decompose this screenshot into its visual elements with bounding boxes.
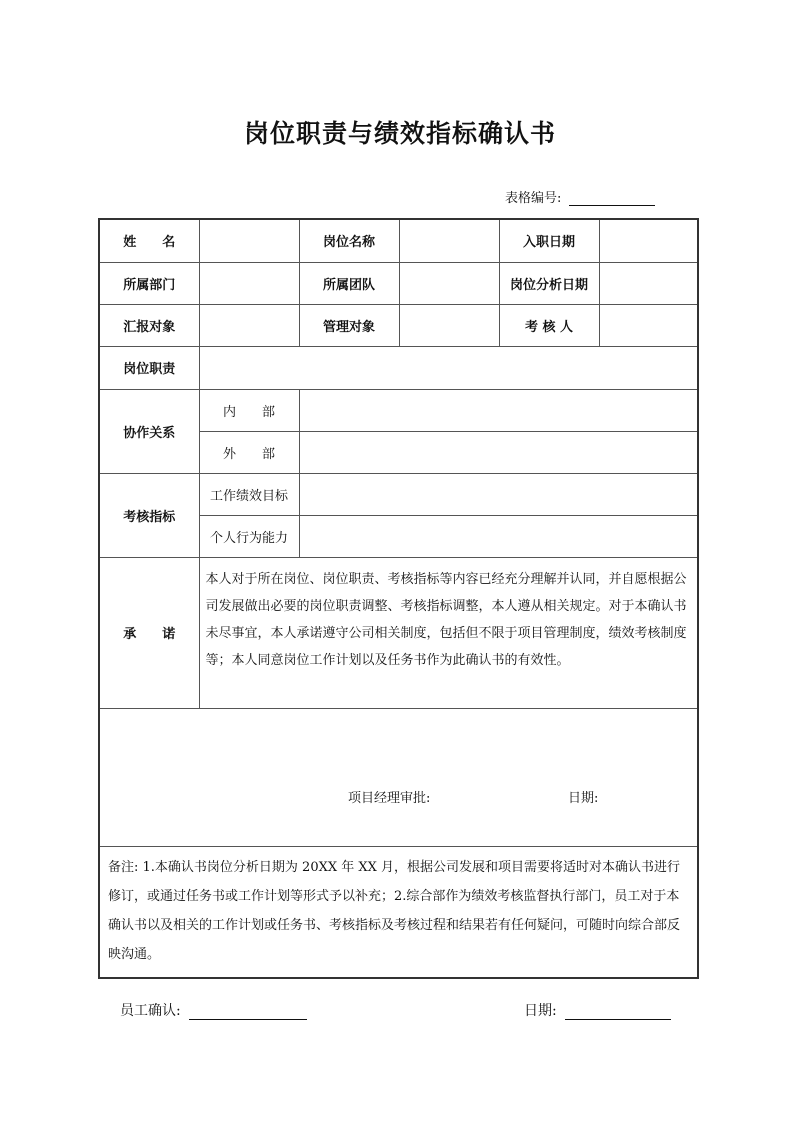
kpi-label: 考核指标 xyxy=(99,473,199,557)
table-row xyxy=(99,304,698,346)
table-row xyxy=(99,219,698,262)
internal-value[interactable] xyxy=(299,389,698,431)
table-row xyxy=(99,389,698,431)
internal-label: 内 部 xyxy=(199,389,299,431)
manage-value[interactable] xyxy=(399,304,499,346)
table-row xyxy=(99,846,698,978)
name-value[interactable] xyxy=(199,219,299,262)
document-title: 岗位职责与绩效指标确认书 xyxy=(243,119,556,148)
footer-date xyxy=(524,1000,671,1020)
department-label: 所属部门 xyxy=(99,262,199,304)
duties-label: 岗位职责 xyxy=(99,346,199,389)
manage-label: 管理对象 xyxy=(299,304,399,346)
pm-approval-label: 项目经理审批: xyxy=(348,790,431,806)
table-row xyxy=(99,708,698,846)
work-goal-label: 工作绩效目标 xyxy=(199,473,299,515)
hire-date-label: 入职日期 xyxy=(499,219,599,262)
promise-label: 承 诺 xyxy=(99,557,199,708)
position-name-label: 岗位名称 xyxy=(299,219,399,262)
analysis-date-value[interactable] xyxy=(599,262,698,304)
personal-ability-label: 个人行为能力 xyxy=(199,515,299,557)
work-goal-value[interactable] xyxy=(299,473,698,515)
table-row xyxy=(99,473,698,515)
promise-text: 本人对于所在岗位、岗位职责、考核指标等内容已经充分理解并认同，并自愿根据公司发展做出必要的岗位职责调整、考核指标调整，本人遵从相关规定。对于本确认书未尽事宜，本人承诺遵守公司相关制度，包括但不限于项目管理制度，绩效考核制度等；本人同意岗位工作计划以及任务书作为此确认书的有效性。 xyxy=(199,557,698,708)
confirmation-form-table xyxy=(98,218,699,979)
employee-confirm xyxy=(120,1000,307,1020)
assessor-value[interactable] xyxy=(599,304,698,346)
team-label: 所属团队 xyxy=(299,262,399,304)
form-number xyxy=(505,187,655,206)
department-value[interactable] xyxy=(199,262,299,304)
form-number-label: 表格编号: xyxy=(505,191,562,206)
footer-date-field[interactable] xyxy=(565,1004,671,1020)
name-label: 姓 名 xyxy=(99,219,199,262)
footer-date-label: 日期: xyxy=(524,1003,557,1019)
assessor-label: 考 核 人 xyxy=(499,304,599,346)
employee-confirm-field[interactable] xyxy=(189,1004,307,1020)
table-row xyxy=(99,262,698,304)
report-to-label: 汇报对象 xyxy=(99,304,199,346)
employee-confirm-label: 员工确认: xyxy=(120,1003,181,1019)
cooperation-label: 协作关系 xyxy=(99,389,199,473)
analysis-date-label: 岗位分析日期 xyxy=(499,262,599,304)
external-value[interactable] xyxy=(299,431,698,473)
approval-date-label: 日期: xyxy=(568,790,599,806)
table-row xyxy=(99,346,698,389)
team-value[interactable] xyxy=(399,262,499,304)
note-text: 备注: 1.本确认书岗位分析日期为 20XX 年 XX 月，根据公司发展和项目需要将适时对本确认书进行修订，或通过任务书或工作计划等形式予以补充；2.综合部作为绩效考核监督执行部门，员工对于本确认书以及相关的工作计划或任务书、考核指标及考核过程和结果若有任何疑问，可随时向综合部反映沟通。 xyxy=(99,846,698,978)
personal-ability-value[interactable] xyxy=(299,515,698,557)
report-to-value[interactable] xyxy=(199,304,299,346)
table-row xyxy=(99,557,698,708)
external-label: 外 部 xyxy=(199,431,299,473)
hire-date-value[interactable] xyxy=(599,219,698,262)
form-number-field[interactable] xyxy=(569,191,655,206)
position-name-value[interactable] xyxy=(399,219,499,262)
duties-value[interactable] xyxy=(199,346,698,389)
approval-cell[interactable] xyxy=(99,708,698,846)
